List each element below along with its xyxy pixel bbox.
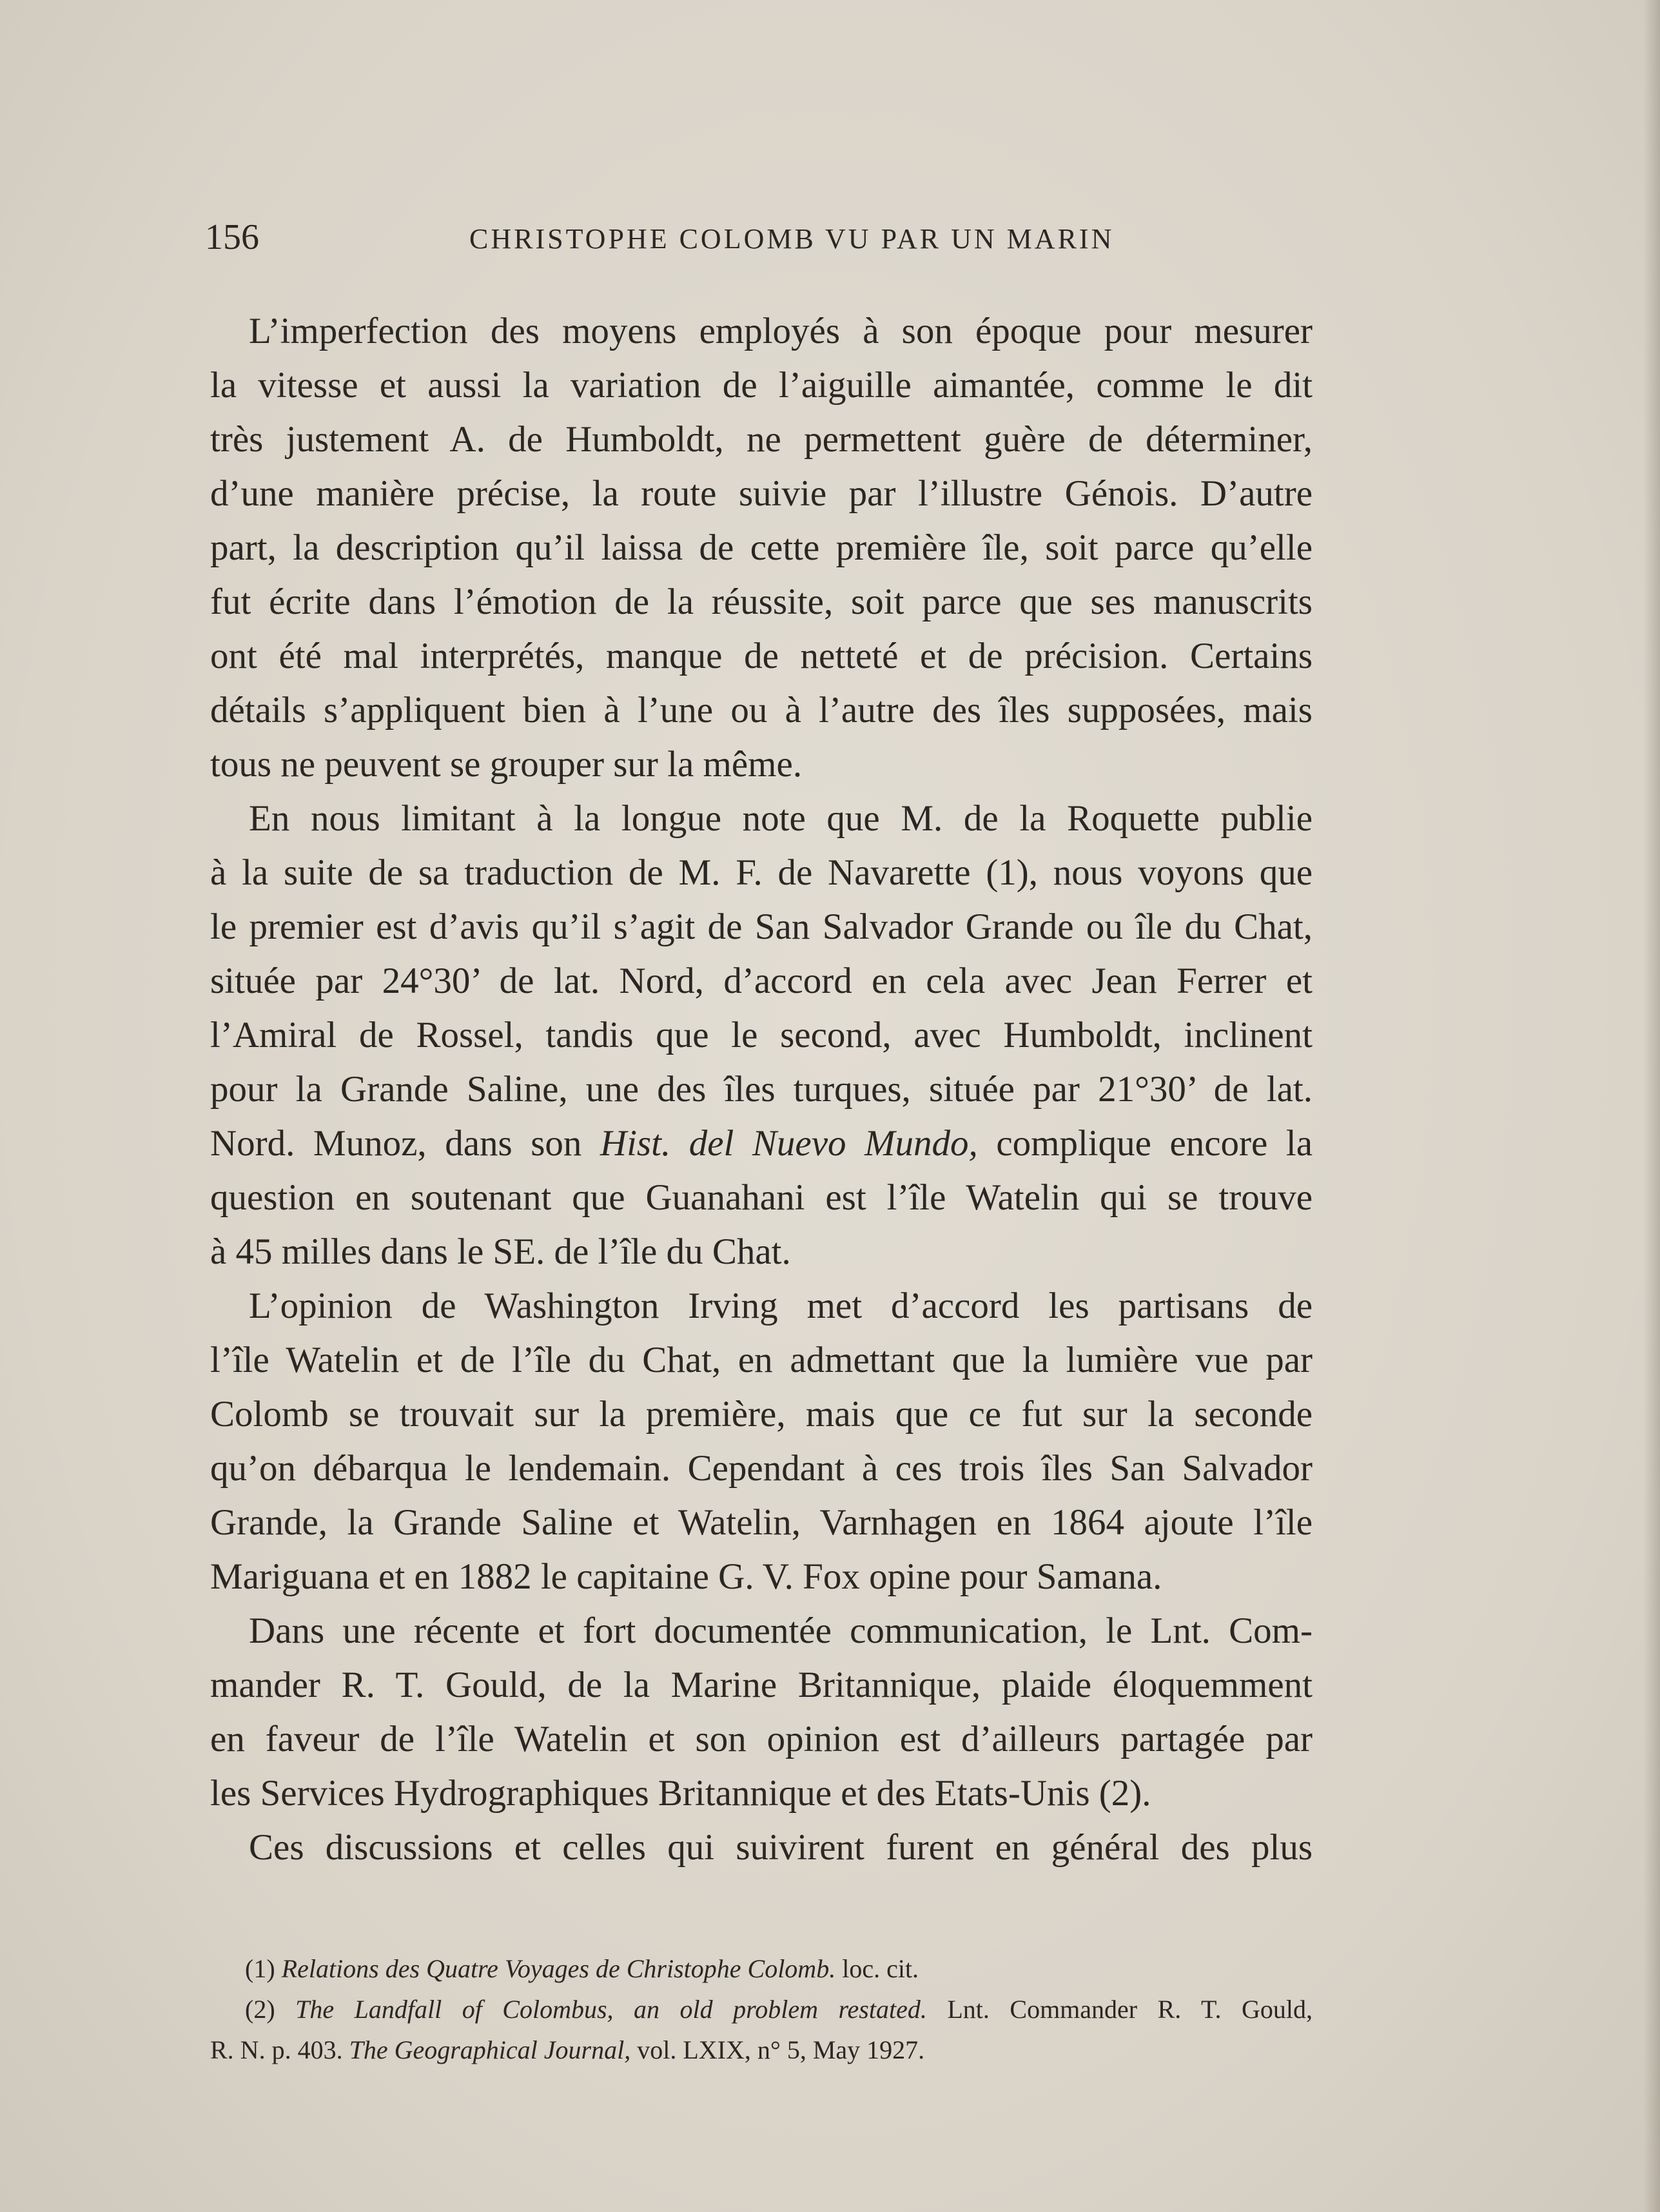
- italic-book-title: Hist. del Nuevo Mundo,: [600, 1123, 978, 1164]
- text-line: pour la Grande Saline, une des îles turques, située par 21°30’ de lat.: [210, 1069, 1313, 1110]
- text-line: L’opinion de Washington Irving met d’accord les partisans de: [249, 1286, 1313, 1326]
- footnote-marker: (1): [245, 1954, 282, 1983]
- text-line: question en soutenant que Guanahani est l’île Watelin qui se trouve: [210, 1177, 1313, 1218]
- footnotes: [210, 1948, 1313, 2070]
- text-line-with-italic-title: [210, 1117, 1313, 1171]
- text-segment: Nord. Munoz, dans son: [210, 1123, 600, 1164]
- text-line: très justement A. de Humboldt, ne permettent guère de déterminer,: [210, 419, 1313, 460]
- footnote-italic-title: Relations des Quatre Voyages de Christophe Colomb.: [281, 1954, 836, 1983]
- text-line: En nous limitant à la longue note que M. de la Roquette publie: [249, 798, 1313, 839]
- text-line: tous ne peuvent se grouper sur la même.: [210, 744, 803, 785]
- text-segment: complique encore la: [977, 1123, 1313, 1164]
- text-line: Ces discussions et celles qui suivirent furent en général des plus: [249, 1827, 1313, 1868]
- text-line: mander R. T. Gould, de la Marine Britannique, plaide éloquemment: [210, 1665, 1313, 1705]
- footnote-2-continued: [210, 2030, 1313, 2070]
- footnote-italic-title: The Landfall of Colombus, an old problem restated.: [295, 1995, 927, 2024]
- text-line: d’une manière précise, la route suivie par l’illustre Génois. D’autre: [210, 473, 1313, 514]
- text-line: située par 24°30’ de lat. Nord, d’accord en cela avec Jean Ferrer et: [210, 961, 1313, 1001]
- text-line: fut écrite dans l’émotion de la réussite, soit parce que ses manuscrits: [210, 582, 1313, 622]
- footnote-text: R. N. p. 403.: [210, 2035, 349, 2064]
- page-edge-shadow: [1643, 0, 1660, 2212]
- text-line: la vitesse et aussi la variation de l’aiguille aimantée, comme le dit: [210, 365, 1313, 406]
- text-line: à la suite de sa traduction de M. F. de Navarette (1), nous voyons que: [210, 852, 1313, 893]
- text-line: Dans une récente et fort documentée communication, le Lnt. Com-: [249, 1610, 1313, 1651]
- text-line: l’île Watelin et de l’île du Chat, en admettant que la lumière vue par: [210, 1340, 1313, 1380]
- footnote-marker: (2): [245, 1995, 296, 2024]
- text-line: à 45 milles dans le SE. de l’île du Chat.: [210, 1231, 791, 1272]
- text-line: le premier est d’avis qu’il s’agit de San Salvador Grande ou île du Chat,: [210, 906, 1313, 947]
- text-line: ont été mal interprétés, manque de netteté et de précision. Certains: [210, 636, 1313, 676]
- text-line: détails s’appliquent bien à l’une ou à l’autre des îles supposées, mais: [210, 690, 1313, 730]
- body-text: [210, 304, 1313, 1875]
- text-line: les Services Hydrographiques Britannique et des Etats-Unis (2).: [210, 1773, 1151, 1814]
- text-line: en faveur de l’île Watelin et son opinion est d’ailleurs partagée par: [210, 1719, 1313, 1759]
- running-title: CHRISTOPHE COLOMB VU PAR UN MARIN: [469, 223, 1115, 255]
- footnote-2: [210, 1989, 1313, 2030]
- text-line: part, la description qu’il laissa de cette première île, soit parce qu’elle: [210, 527, 1313, 568]
- text-line: Grande, la Grande Saline et Watelin, Varnhagen en 1864 ajoute l’île: [210, 1502, 1313, 1543]
- footnote-text: loc. cit.: [835, 1954, 919, 1983]
- text-line: Colomb se trouvait sur la première, mais que ce fut sur la seconde: [210, 1394, 1313, 1434]
- text-line: qu’on débarqua le lendemain. Cependant à ces trois îles San Salvador: [210, 1448, 1313, 1489]
- footnote-text: Lnt. Commander R. T. Gould,: [926, 1995, 1313, 2024]
- page-number: 156: [205, 217, 259, 257]
- page-header: [205, 215, 1257, 260]
- footnote-1: [210, 1948, 1313, 1989]
- text-line: l’Amiral de Rossel, tandis que le second, avec Humboldt, inclinent: [210, 1015, 1313, 1055]
- text-line: Mariguana et en 1882 le capitaine G. V. Fox opine pour Samana.: [210, 1556, 1162, 1597]
- footnote-italic-title: The Geographical Journal,: [349, 2035, 631, 2064]
- footnote-text: vol. LXIX, n° 5, May 1927.: [630, 2035, 925, 2064]
- text-line: L’imperfection des moyens employés à son époque pour mesurer: [249, 311, 1313, 351]
